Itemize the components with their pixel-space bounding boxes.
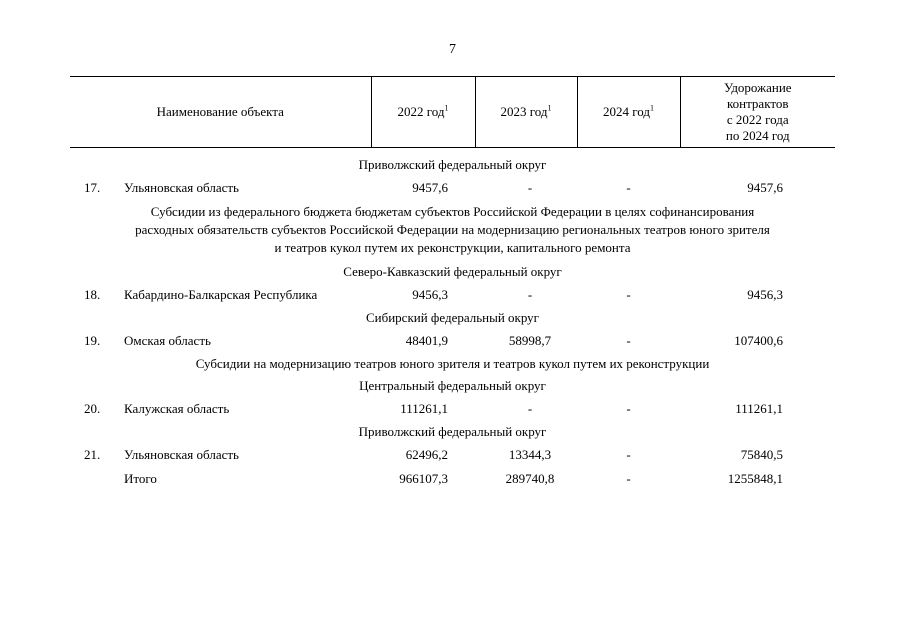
table-row [70,443,835,467]
value-2022: 111261,1 [400,401,448,416]
object-name-cell [70,283,371,307]
value-2023: - [527,401,533,416]
value-2024: - [626,180,631,195]
header-2022: 2022 год$^1$ [371,77,475,148]
page-number: 7 [449,42,456,57]
total-label: Итого [124,471,157,486]
objects-table [70,76,835,491]
object-name: Калужская область [124,401,230,416]
value-2024: - [626,401,631,416]
footnote-mark: 1 [444,103,449,113]
footnote-mark: 1 [547,103,552,113]
subsidy-heading-row [70,200,835,261]
row-number: 17. [84,180,101,195]
header-cost-increase: Удорожание контрактов с 2022 года по 2024 год [680,77,835,148]
value-2023: 13344,3 [508,447,552,462]
value-2022: 48401,9 [405,333,448,348]
table-row [70,283,835,307]
header-object-name: Наименование объекта [70,77,371,148]
total-2022: 966107,3 [399,471,448,486]
value-2023: 58998,7 [508,333,552,348]
section-row [70,421,835,443]
object-name-cell [70,176,371,200]
section-row [70,261,835,283]
subsidy-heading: Субсидии из федерального бюджета бюджетам субъектов Российской Федерации в целях софинансирования расходных обязательств субъектов Российской Федерации на модернизацию региональных театров юного зрителя и театров кукол путем их реконструкции, капитального ремонта [135,204,770,255]
subsidy-heading: Субсидии на модернизацию театров юного зрителя и театров кукол путем их реконструкции [195,356,710,371]
total-2023: 289740,8 [505,471,555,486]
value-cost-increase: 9457,6 [747,180,783,195]
object-name-cell [70,329,371,353]
value-cost-increase: 111261,1 [735,401,783,416]
object-name: Омская область [124,333,211,348]
row-number: 18. [84,287,101,302]
section-row [70,375,835,397]
value-cost-increase: 107400,6 [734,333,783,348]
object-name: Кабардино-Балкарская Республика [124,287,318,302]
table-row [70,329,835,353]
value-2023: - [527,180,533,195]
object-name-cell [70,397,371,421]
table-row [70,176,835,200]
total-cost-increase: 1255848,1 [727,471,783,486]
value-2022: 9457,6 [412,180,448,195]
value-cost-increase: 75840,5 [740,447,783,462]
section-title: Сибирский федеральный округ [365,310,540,325]
objects-table-container [70,76,835,491]
value-2022: 62496,2 [405,447,448,462]
value-cost-increase: 9456,3 [747,287,783,302]
section-row [70,148,835,177]
value-2024: - [626,287,631,302]
table-header-row [70,77,835,148]
row-number: 19. [84,333,101,348]
section-title: Северо-Кавказский федеральный округ [343,264,562,279]
section-title: Центральный федеральный округ [359,378,546,393]
total-2024: - [626,471,631,486]
object-name-cell [70,443,371,467]
section-title: Приволжский федеральный округ [358,157,547,172]
section-row [70,307,835,329]
row-number: 20. [84,401,101,416]
table-row [70,397,835,421]
value-2023: - [527,287,533,302]
row-number: 21. [84,447,101,462]
value-2024: - [626,333,631,348]
value-2022: 9456,3 [412,287,448,302]
header-2024: 2024 год$^1$ [577,77,680,148]
object-name: Ульяновская область [124,447,239,462]
subsidy-heading-row [70,353,835,375]
footnote-mark: 1 [650,103,654,113]
section-title: Приволжский федеральный округ [358,424,547,439]
total-row [70,467,835,491]
object-name: Ульяновская область [124,180,239,195]
total-label-cell [70,467,371,491]
value-2024: - [626,447,631,462]
header-2023: 2023 год$^1$ [475,77,577,148]
